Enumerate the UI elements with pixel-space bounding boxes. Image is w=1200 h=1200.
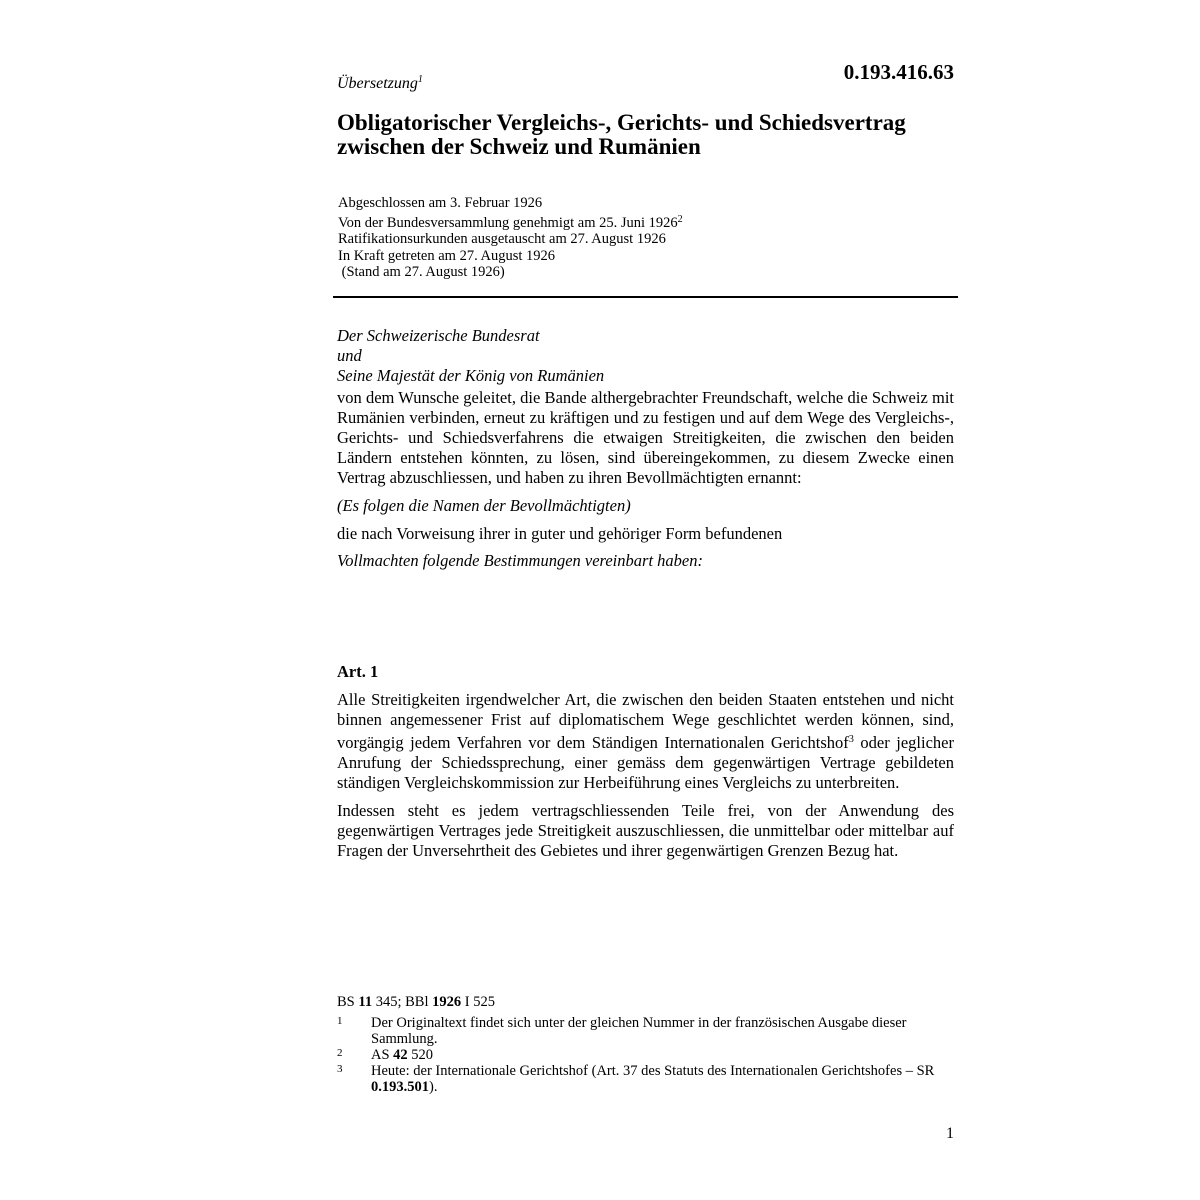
party-switzerland: Der Schweizerische Bundesrat — [337, 326, 540, 345]
page-number: 1 — [946, 1125, 954, 1142]
party-romania: Seine Majestät der König von Rumänien — [337, 366, 605, 385]
footnote-number: 2 — [337, 1047, 343, 1059]
footnote-text: Der Originaltext findet sich unter der gleichen Nummer in der französischen Ausgabe dieser Sammlung. — [371, 1015, 907, 1047]
footnote-ref-2[interactable]: 2 — [677, 213, 683, 225]
footnote-ref-1[interactable]: 1 — [417, 74, 423, 85]
footnote-number: 1 — [337, 1015, 343, 1027]
article-1-heading: Art. 1 — [337, 662, 379, 681]
concluded-date: Abgeschlossen am 3. Februar 1926 — [338, 195, 543, 211]
footnote-ref-3[interactable]: 3 — [848, 734, 854, 745]
approval-date: Von der Bundesversammlung genehmigt am 25. Juni 1926$^2$ — [338, 213, 683, 231]
preamble-text: von dem Wunsche geleitet, die Bande althergebrachter Freundschaft, welche die Schweiz mit Rumänien verbinden, erneut zu kräftigen und zu festigen und auf dem Wege des Vergleichs-, Gerichts- und Schiedsverfahrens die etwaigen Streitigkeiten, die zwischen den beiden Ländern entstehen könnten, zu lösen, sind übereingekommen, zu diesem Zwecke einen Vertrag abzuschliessen, und haben zu ihren Bevollmächtigten ernannt: — [337, 388, 954, 487]
plenipotentiaries-note: (Es folgen die Namen der Bevollmächtigten) — [337, 496, 631, 515]
header-divider — [333, 296, 958, 298]
sr-number: 0.193.416.63 — [843, 60, 954, 84]
conjunction: und — [337, 346, 362, 365]
footnote-1 — [337, 1015, 937, 1047]
article-1-paragraph-1: Alle Streitigkeiten irgendwelcher Art, die zwischen den beiden Staaten entstehen und nicht binnen angemessener Frist auf diplomatischem Wege geschlichtet werden können, sind, vorgängig jedem Verfahren vor dem Ständigen Internationalen Gerichtshof$^3$ oder jeglicher Anrufung der Schiedssprechung, einer gemäss dem gegenwärtigen Vertrage gebildeten ständigen Vergleichskommission zur Herbeiführung eines Vergleichs zu unterbreiten. — [337, 690, 954, 792]
preamble — [337, 326, 954, 571]
preamble-after-names: die nach Vorweisung ihrer in guter und gehöriger Form befundenen — [337, 524, 783, 543]
article-1-paragraph-2: Indessen steht es jedem vertragschliessenden Teile frei, von der Anwendung des gegenwärtigen Vertrages jede Streitigkeit auszuschliessen, die unmittelbar oder mittelbar auf Fragen der Unversehrtheit des Gebietes und ihrer gegenwärtigen Grenzen Bezug hat. — [337, 801, 954, 860]
title-line-2: zwischen der Schweiz und Rumänien — [337, 134, 701, 159]
footnotes — [337, 1015, 937, 1095]
article-1-body — [337, 690, 954, 869]
in-force-date: In Kraft getreten am 27. August 1926 — [338, 247, 556, 264]
status-date: (Stand am 27. August 1926) — [338, 264, 505, 280]
footnote-3: 3 Heute: der Internationale Gerichtshof (Art. 37 des Statuts des Internationalen Gerichtshofes – SR 0.193.501). — [337, 1063, 935, 1095]
ratification-date: Ratifikationsurkunden ausgetauscht am 27. August 1926 — [338, 231, 666, 247]
preamble-agreed: Vollmachten folgende Bestimmungen vereinbart haben: — [337, 551, 703, 570]
title-line-1: Obligatorischer Vergleichs-, Gerichts- und Schiedsvertrag — [337, 110, 906, 135]
treaty-metadata — [338, 195, 958, 281]
source-reference: BS 11 345; BBl 1926 I 525 — [337, 994, 495, 1010]
translation-label: Übersetzung$^1$ — [337, 74, 423, 92]
footnote-2: 2 AS 42 520 — [337, 1047, 434, 1063]
footnote-number: 3 — [337, 1063, 343, 1075]
document-title — [337, 111, 977, 159]
